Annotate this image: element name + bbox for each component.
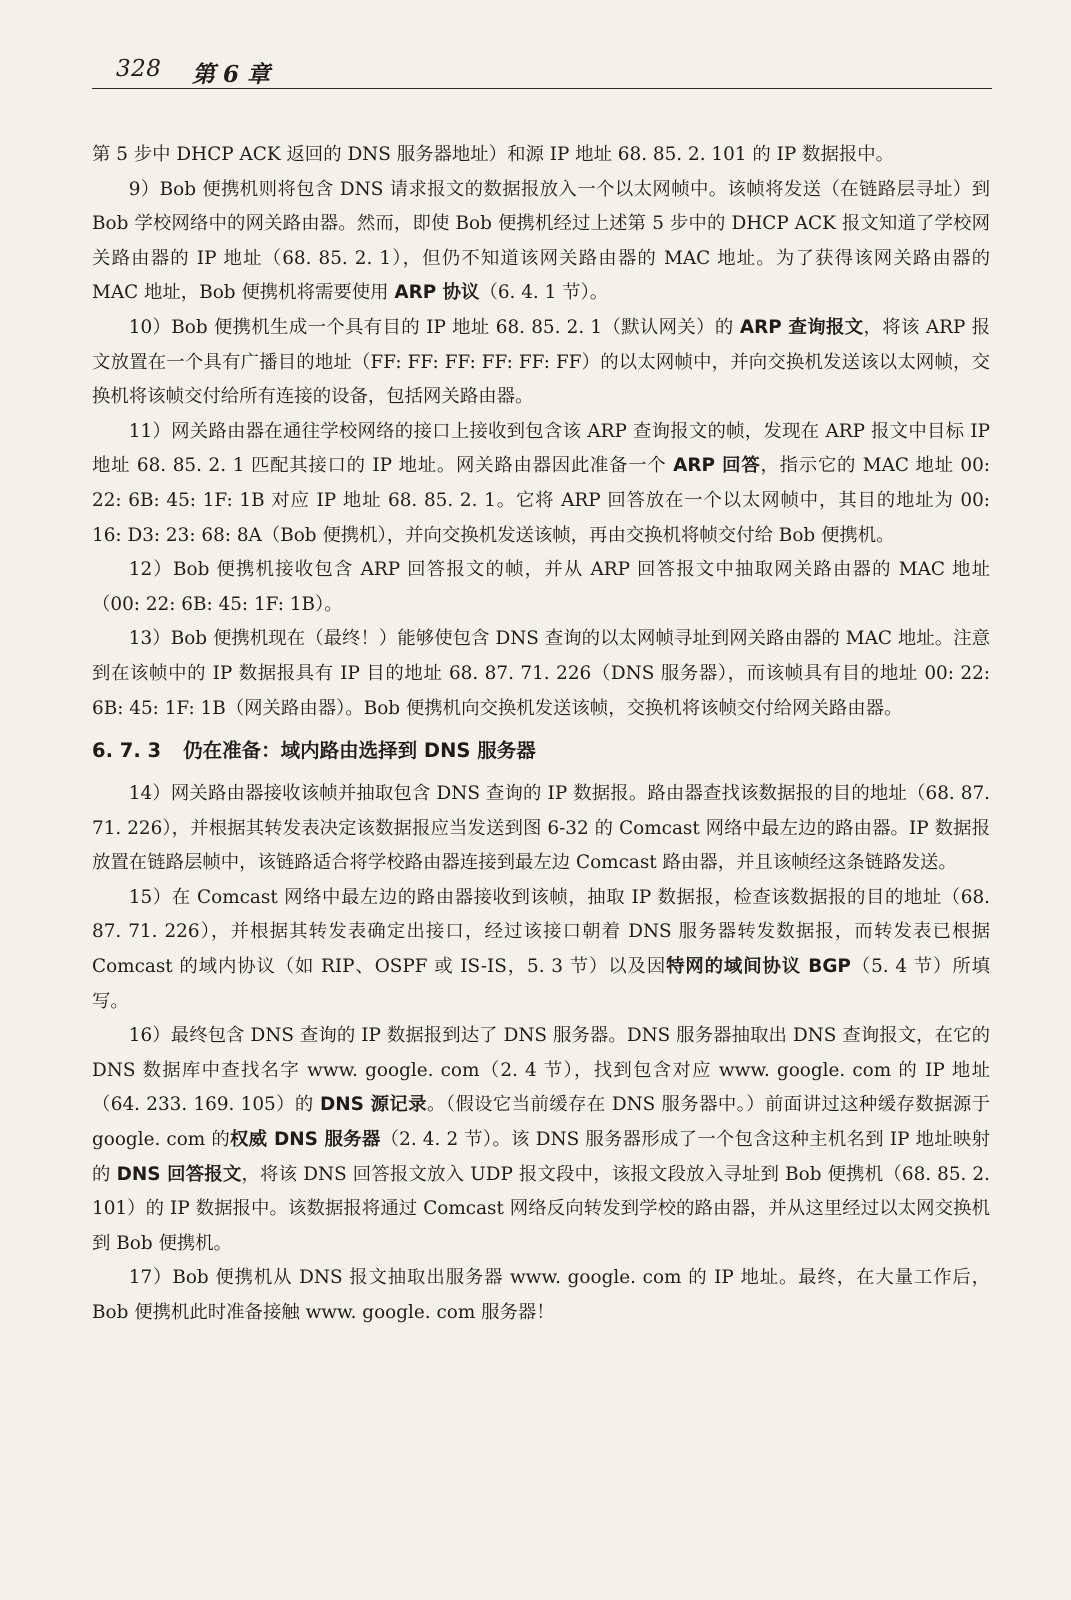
paragraph-text: 13）Bob 便携机现在（最终！）能够使包含 DNS 查询的以太网帧寻址到网关路由器的 MAC 地址。注意到在该帧中的 IP 数据报具有 IP 目的地址 68. 87. 71. 226（DNS 服务器），而该帧具有目的地址 00: 22: 6B: 45: 1F: 1B（网关路由器）。Bob 便携机向交换机发送该帧，交换机将该帧交付给网关路由器。	[92, 628, 990, 719]
paragraph-text: 15）在 Comcast 网络中最左边的路由器接收到该帧，抽取 IP 数据报，检查该数据报的目的地址（68. 87. 71. 226），并根据其转发表确定出接口，经过该接口朝着 DNS 服务器转发数据报，而转发表已根据 Comcast 的域内协议（如 RIP、OSPF 或 IS-IS，5. 3 节）以及因	[92, 886, 990, 978]
paragraph-text: 9）Bob 便携机则将包含 DNS 请求报文的数据报放入一个以太网帧中。该帧将发送（在链路层寻址）到 Bob 学校网络中的网关路由器。然而，即使 Bob 便携机经过上述第 5 步中的 DHCP ACK 报文知道了学校网关路由器的 IP 地址（68. 85. 2. 1），但仍不知道该网关路由器的 MAC 地址。为了获得该网关路由器的 MAC 地址，Bob 便携机将需要使用	[92, 178, 990, 304]
key-term: 特网的域间协议 BGP	[666, 956, 851, 978]
paragraph-step-13	[92, 622, 990, 726]
page-content	[92, 138, 990, 1331]
key-term: ARP 协议	[394, 282, 480, 304]
section-number: 6. 7. 3	[92, 739, 162, 763]
paragraph-text: 17）Bob 便携机从 DNS 报文抽取出服务器 www. google. com 的 IP 地址。最终，在大量工作后，Bob 便携机此时准备接触 www. google. com 服务器！	[92, 1267, 990, 1323]
paragraph-text: ，指示它的 MAC 地址 00: 22: 6B: 45: 1F: 1B 对应 IP 地址 68. 85. 2. 1。它将 ARP 回答放在一个以太网帧中，其目的地址为 00: 16: D3: 23: 68: 8A（Bob 便携机），并向交换机发送该帧，再由交换机将帧交付给 Bob 便携机。	[92, 455, 990, 546]
paragraph-text: 11）网关路由器在通往学校网络的接口上接收到包含该 ARP 查询报文的帧，发现在 ARP 报文中目标 IP 地址 68. 85. 2. 1 匹配其接口的 IP 地址。网关路由器因此准备一个	[92, 420, 990, 477]
paragraph-text: （5. 4 节）所填写。	[92, 956, 990, 1012]
paragraph-step-9	[92, 173, 990, 311]
section-heading	[92, 737, 990, 765]
paragraph-text: （6. 4. 1 节）。	[479, 282, 609, 304]
key-term: DNS 源记录	[319, 1094, 427, 1116]
key-term: 权威 DNS 服务器	[229, 1129, 381, 1151]
paragraph-text: 。（假设它当前缓存在 DNS 服务器中。）前面讲过这种缓存数据源于 google. com 的	[92, 1094, 990, 1151]
paragraph-text: 第 5 步中 DHCP ACK 返回的 DNS 服务器地址）和源 IP 地址 68. 85. 2. 101 的 IP 数据报中。	[92, 144, 895, 165]
page-header	[92, 50, 992, 89]
paragraph-continued	[92, 138, 990, 173]
paragraph-text: （2. 4. 2 节）。该 DNS 服务器形成了一个包含这种主机名到 IP 地址映射的	[92, 1129, 990, 1185]
paragraph-step-14	[92, 777, 990, 881]
page-number: 328	[116, 56, 162, 82]
paragraph-text: 16）最终包含 DNS 查询的 IP 数据报到达了 DNS 服务器。DNS 服务器抽取出 DNS 查询报文，在它的 DNS 数据库中查找名字 www. google. com（2. 4 节），找到包含对应 www. google. com 的 IP 地址（64. 233. 169. 105）的	[92, 1025, 990, 1116]
paragraph-step-10	[92, 311, 990, 415]
paragraph-step-12	[92, 553, 990, 622]
key-term: ARP 回答	[673, 455, 761, 477]
paragraph-text: ，将该 ARP 报文放置在一个具有广播目的地址（FF: FF: FF: FF: FF: FF）的以太网帧中，并向交换机发送该以太网帧，交换机将该帧交付给所有连接的设备，包括网关路由器。	[92, 316, 990, 408]
paragraph-step-17	[92, 1261, 990, 1330]
key-term: DNS 回答报文	[116, 1163, 242, 1185]
paragraph-step-11	[92, 415, 990, 553]
paragraph-text: 14）网关路由器接收该帧并抽取包含 DNS 查询的 IP 数据报。路由器查找该数据报的目的地址（68. 87. 71. 226），并根据其转发表决定该数据报应当发送到图 6-32 的 Comcast 网络中最左边的路由器。IP 数据报放置在链路层帧中，该链路适合将学校路由器连接到最左边 Comcast 路由器，并且该帧经这条链路发送。	[92, 783, 990, 874]
paragraph-text: 10）Bob 便携机生成一个具有目的 IP 地址 68. 85. 2. 1（默认网关）的	[128, 316, 740, 338]
section-title: 仍在准备：域内路由选择到 DNS 服务器	[183, 739, 536, 763]
key-term: ARP 查询报文	[739, 316, 864, 338]
paragraph-text: ，将该 DNS 回答报文放入 UDP 报文段中，该报文段放入寻址到 Bob 便携机（68. 85. 2. 101）的 IP 数据报中。该数据报将通过 Comcast 网络反向转发到学校的路由器，并从这里经过以太网交换机到 Bob 便携机。	[92, 1163, 990, 1254]
chapter-label: 第 6 章	[192, 61, 271, 88]
paragraph-step-15	[92, 881, 990, 1019]
paragraph-step-16	[92, 1019, 990, 1261]
paragraph-text: 12）Bob 便携机接收包含 ARP 回答报文的帧，并从 ARP 回答报文中抽取网关路由器的 MAC 地址（00: 22: 6B: 45: 1F: 1B）。	[92, 559, 990, 615]
